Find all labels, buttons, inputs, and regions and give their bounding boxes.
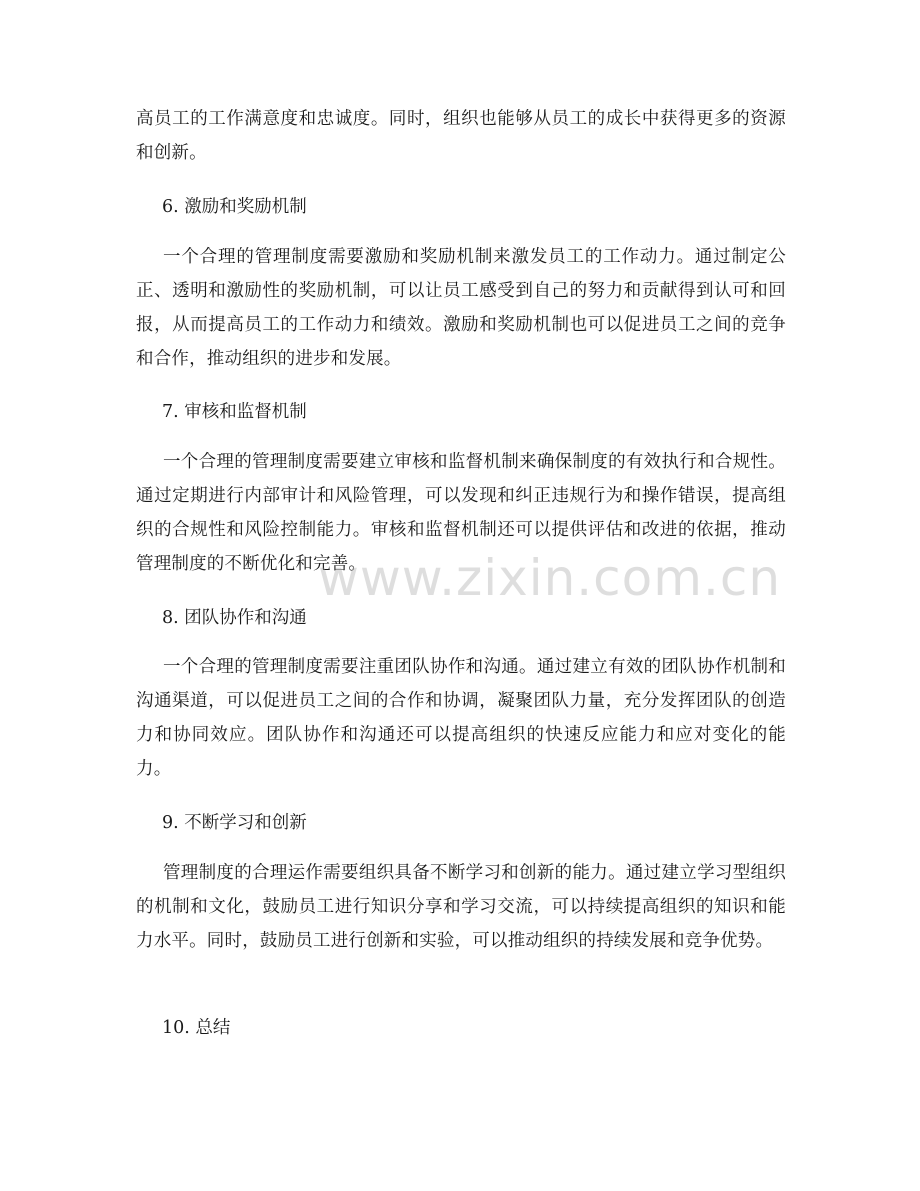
section-6-body: 一个合理的管理制度需要激励和奖励机制来激发员工的工作动力。通过制定公正、透明和激励性的奖励机制，可以让员工感受到自己的努力和贡献得到认可和回报，从而提高员工的工作动力和绩效。激励和奖励机制也可以促进员工之间的竞争和合作，推动组织的进步和发展。 xyxy=(136,247,786,369)
section-8-heading: 8. 团队协作和沟通 xyxy=(162,608,307,628)
section-9-body: 管理制度的合理运作需要组织具备不断学习和创新的能力。通过建立学习型组织的机制和文化，鼓励员工进行知识分享和学习交流，可以持续提高组织的知识和能力水平。同时，鼓励员工进行创新和实验，可以推动组织的持续发展和竞争优势。 xyxy=(136,863,786,951)
section-7-heading: 7. 审核和监督机制 xyxy=(162,402,307,422)
section-9-heading: 9. 不断学习和创新 xyxy=(162,813,307,833)
watermark-text: www.zixin.com.cn xyxy=(318,549,782,607)
section-10-heading: 10. 总结 xyxy=(162,1018,231,1038)
section-6-heading: 6. 激励和奖励机制 xyxy=(162,197,307,217)
intro-tail-paragraph: 高员工的工作满意度和忠诚度。同时，组织也能够从员工的成长中获得更多的资源和创新。 xyxy=(136,109,786,163)
section-7-body: 一个合理的管理制度需要建立审核和监督机制来确保制度的有效执行和合规性。通过定期进行内部审计和风险管理，可以发现和纠正违规行为和操作错误，提高组织的合规性和风险控制能力。审核和监督机制还可以提供评估和改进的依据，推动管理制度的不断优化和完善。 xyxy=(136,452,786,574)
section-8-body: 一个合理的管理制度需要注重团队协作和沟通。通过建立有效的团队协作机制和沟通渠道，可以促进员工之间的合作和协调，凝聚团队力量，充分发挥团队的创造力和协同效应。团队协作和沟通还可以提高组织的快速反应能力和应对变化的能力。 xyxy=(136,657,786,779)
